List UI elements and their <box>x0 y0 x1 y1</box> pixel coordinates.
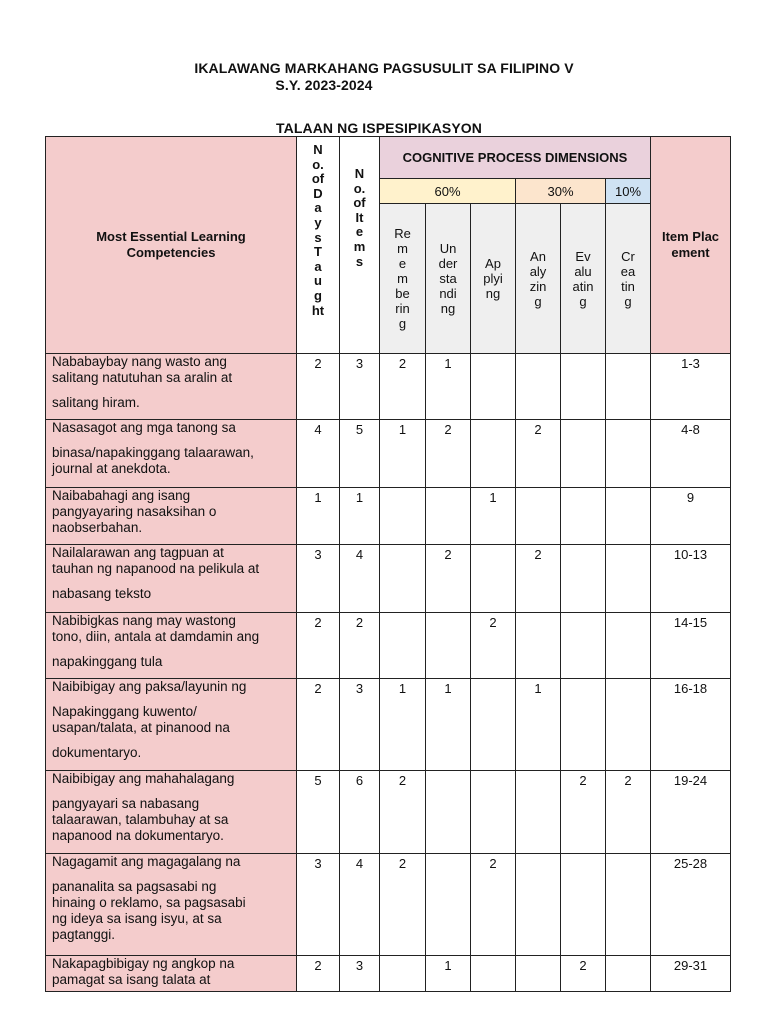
items-cell: 1 <box>340 488 380 545</box>
table-row <box>46 679 731 771</box>
applying-cell: 2 <box>471 854 516 956</box>
table-row <box>46 771 731 854</box>
competency-line <box>52 645 290 654</box>
understanding-cell <box>426 854 471 956</box>
competency-line: napakinggang tula <box>52 654 163 669</box>
days-cell: 1 <box>297 488 340 545</box>
header-competencies: Most Essential Learning Competencies <box>46 137 297 354</box>
competency-line: pangyayari sa nabasang <box>52 796 200 811</box>
analyzing-cell <box>516 771 561 854</box>
remembering-cell: 2 <box>380 354 426 420</box>
competency-line: journal at anekdota. <box>52 461 171 476</box>
creating-cell <box>606 354 651 420</box>
creating-cell <box>606 488 651 545</box>
competency-line: Naibibigay ang mahahalagang <box>52 771 235 786</box>
understanding-cell: 2 <box>426 420 471 488</box>
competency-line: Naibibigay ang paksa/layunin ng <box>52 679 247 694</box>
competency-line <box>52 577 290 586</box>
remembering-cell: 2 <box>380 854 426 956</box>
analyzing-cell <box>516 956 561 992</box>
table-row <box>46 545 731 613</box>
days-cell: 2 <box>297 956 340 992</box>
table-row <box>46 488 731 545</box>
analyzing-cell: 1 <box>516 679 561 771</box>
competency-line: pangyayaring nasaksihan o <box>52 504 217 519</box>
items-cell: 3 <box>340 679 380 771</box>
table-row <box>46 956 731 992</box>
days-cell: 3 <box>297 854 340 956</box>
items-cell: 4 <box>340 854 380 956</box>
school-year: S.Y. 2023-2024 <box>275 77 373 93</box>
competency-line: pagtanggi. <box>52 927 116 942</box>
competency-cell <box>46 354 297 420</box>
header-applying: Applying <box>471 204 516 354</box>
table-row <box>46 613 731 679</box>
table-row <box>46 354 731 420</box>
applying-cell <box>471 545 516 613</box>
competency-line: napanood na dokumentaryo. <box>52 828 224 843</box>
header-days-taught: No.ofDaysTaught <box>297 137 340 354</box>
competency-line: hinaing o reklamo, sa pagsasabi <box>52 895 246 910</box>
competency-cell <box>46 956 297 992</box>
evaluating-cell <box>561 679 606 771</box>
remembering-cell: 1 <box>380 679 426 771</box>
creating-cell <box>606 956 651 992</box>
competency-line <box>52 736 290 745</box>
header-cognitive-process: COGNITIVE PROCESS DIMENSIONS <box>380 137 651 179</box>
competency-cell <box>46 420 297 488</box>
item-placement-cell: 14-15 <box>651 613 731 679</box>
items-cell: 3 <box>340 354 380 420</box>
competency-line: Nagagamit ang magagalang na <box>52 854 241 869</box>
header-analyzing: Analyzing <box>516 204 561 354</box>
competency-line <box>52 386 290 395</box>
creating-cell <box>606 420 651 488</box>
competency-line <box>52 870 290 879</box>
understanding-cell <box>426 771 471 854</box>
analyzing-cell <box>516 488 561 545</box>
item-placement-cell: 16-18 <box>651 679 731 771</box>
items-cell: 6 <box>340 771 380 854</box>
item-placement-cell: 4-8 <box>651 420 731 488</box>
table-body <box>46 354 731 992</box>
item-placement-cell: 9 <box>651 488 731 545</box>
evaluating-cell: 2 <box>561 956 606 992</box>
competency-line <box>52 436 290 445</box>
competency-line: nabasang teksto <box>52 586 152 601</box>
competency-line <box>52 787 290 796</box>
competency-cell <box>46 488 297 545</box>
analyzing-cell <box>516 854 561 956</box>
table-title: TALAAN NG ISPESIPIKASYON <box>276 120 482 136</box>
competency-line: talaarawan, talambuhay at sa <box>52 812 229 827</box>
competency-line: Nakapagbibigay ng angkop na <box>52 956 235 971</box>
days-cell: 3 <box>297 545 340 613</box>
competency-cell <box>46 679 297 771</box>
creating-cell <box>606 679 651 771</box>
days-cell: 4 <box>297 420 340 488</box>
items-cell: 3 <box>340 956 380 992</box>
remembering-cell <box>380 956 426 992</box>
competency-cell <box>46 545 297 613</box>
pct-60: 60% <box>380 179 516 204</box>
remembering-cell: 2 <box>380 771 426 854</box>
table-row <box>46 854 731 956</box>
competency-line: dokumentaryo. <box>52 745 142 760</box>
understanding-cell <box>426 613 471 679</box>
understanding-cell: 1 <box>426 956 471 992</box>
competency-line: naobserbahan. <box>52 520 143 535</box>
applying-cell <box>471 354 516 420</box>
exam-title: IKALAWANG MARKAHANG PAGSUSULIT SA FILIPINO V <box>194 60 574 76</box>
competency-line: Napakinggang kuwento/ <box>52 704 197 719</box>
items-cell: 4 <box>340 545 380 613</box>
understanding-cell: 2 <box>426 545 471 613</box>
competency-line: salitang natutuhan sa aralin at <box>52 370 233 385</box>
evaluating-cell <box>561 613 606 679</box>
analyzing-cell <box>516 354 561 420</box>
item-placement-cell: 10-13 <box>651 545 731 613</box>
days-cell: 2 <box>297 613 340 679</box>
competency-line: Naibabahagi ang isang <box>52 488 191 503</box>
applying-cell <box>471 956 516 992</box>
remembering-cell <box>380 488 426 545</box>
evaluating-cell <box>561 354 606 420</box>
item-placement-cell: 19-24 <box>651 771 731 854</box>
creating-cell: 2 <box>606 771 651 854</box>
evaluating-cell: 2 <box>561 771 606 854</box>
evaluating-cell <box>561 545 606 613</box>
evaluating-cell <box>561 854 606 956</box>
competency-line: Nasasagot ang mga tanong sa <box>52 420 236 435</box>
competency-line: Nababaybay nang wasto ang <box>52 354 227 369</box>
competency-line <box>52 695 290 704</box>
competency-line: Nailalarawan ang tagpuan at <box>52 545 224 560</box>
applying-cell <box>471 771 516 854</box>
competency-line: pamagat sa isang talata at <box>52 972 211 987</box>
understanding-cell: 1 <box>426 354 471 420</box>
analyzing-cell <box>516 613 561 679</box>
item-placement-cell: 25-28 <box>651 854 731 956</box>
applying-cell <box>471 679 516 771</box>
competency-line: tono, diin, antala at damdamin ang <box>52 629 260 644</box>
table-row <box>46 420 731 488</box>
days-cell: 2 <box>297 354 340 420</box>
remembering-cell: 1 <box>380 420 426 488</box>
pct-30: 30% <box>516 179 606 204</box>
competency-line: binasa/napakinggang talaarawan, <box>52 445 254 460</box>
competency-line: Nabibigkas nang may wastong <box>52 613 236 628</box>
applying-cell: 2 <box>471 613 516 679</box>
header-remembering: Remembering <box>380 204 426 354</box>
evaluating-cell <box>561 420 606 488</box>
header-items: No.ofItems <box>340 137 380 354</box>
understanding-cell <box>426 488 471 545</box>
competency-cell <box>46 854 297 956</box>
competency-line: tauhan ng napanood na pelikula at <box>52 561 260 576</box>
header-item-placement: Item Placement <box>651 137 731 354</box>
item-placement-cell: 1-3 <box>651 354 731 420</box>
items-cell: 5 <box>340 420 380 488</box>
specification-table <box>45 136 731 992</box>
competency-cell <box>46 613 297 679</box>
pct-10: 10% <box>606 179 651 204</box>
creating-cell <box>606 545 651 613</box>
remembering-cell <box>380 613 426 679</box>
remembering-cell <box>380 545 426 613</box>
header-creating: Creating <box>606 204 651 354</box>
analyzing-cell: 2 <box>516 545 561 613</box>
competency-line: salitang hiram. <box>52 395 140 410</box>
header-understanding: Understanding <box>426 204 471 354</box>
items-cell: 2 <box>340 613 380 679</box>
days-cell: 5 <box>297 771 340 854</box>
competency-line: ng ideya sa isang isyu, at sa <box>52 911 222 926</box>
applying-cell <box>471 420 516 488</box>
evaluating-cell <box>561 488 606 545</box>
header-evaluating: Evaluating <box>561 204 606 354</box>
competency-line: usapan/talata, at pinanood na <box>52 720 230 735</box>
applying-cell: 1 <box>471 488 516 545</box>
understanding-cell: 1 <box>426 679 471 771</box>
competency-line: pananalita sa pagsasabi ng <box>52 879 217 894</box>
item-placement-cell: 29-31 <box>651 956 731 992</box>
analyzing-cell: 2 <box>516 420 561 488</box>
days-cell: 2 <box>297 679 340 771</box>
creating-cell <box>606 613 651 679</box>
competency-cell <box>46 771 297 854</box>
creating-cell <box>606 854 651 956</box>
